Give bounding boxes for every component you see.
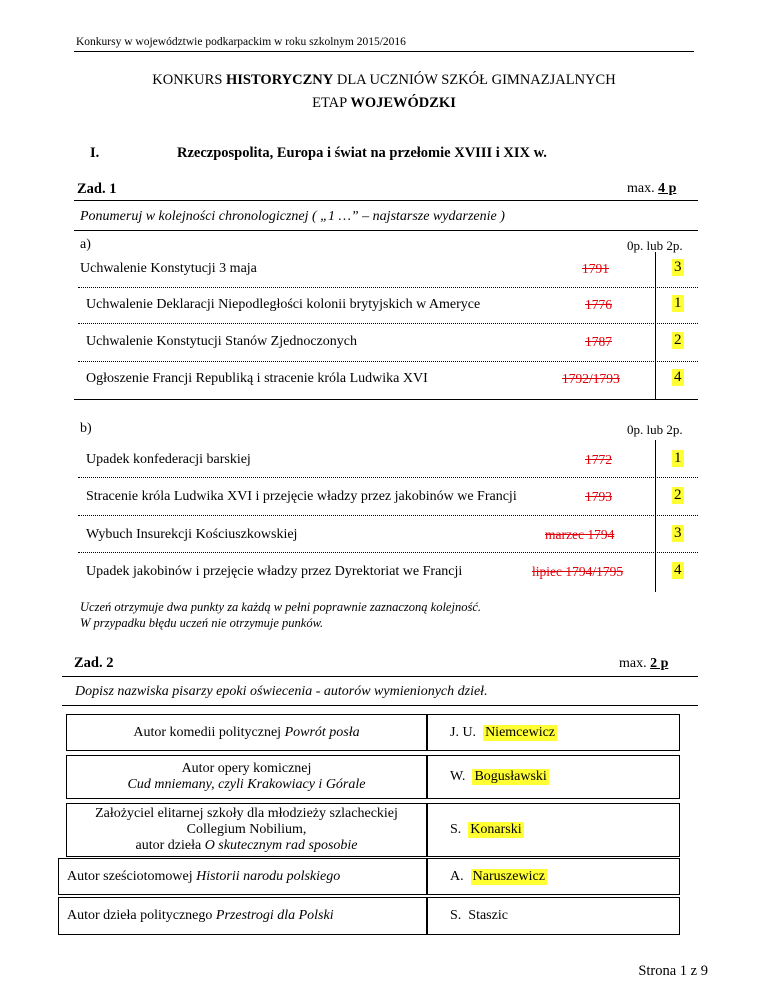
task1-instruction-rule: [74, 230, 698, 231]
a-row-4-order: 4: [674, 369, 682, 385]
t2-row-5-desc: Autor dzieła politycznego Przestrogi dla Polski: [58, 897, 427, 935]
section-title: Rzeczpospolita, Europa i świat na przełomie XVIII i XIX w.: [177, 145, 547, 161]
task2-instruction-rule: [62, 705, 698, 706]
page-header: Konkursy w województwie podkarpackim w roku szkolnym 2015/2016: [76, 36, 406, 48]
a-row-separator: [78, 323, 698, 324]
scoring-note-2: W przypadku błędu uczeń nie otrzymuje punków.: [80, 616, 324, 630]
b-row-1-event: Upadek konfederacji barskiej: [86, 452, 251, 467]
b-row-separator: [78, 552, 698, 553]
part-a-label: a): [80, 237, 91, 252]
b-row-4-date: lipiec 1794/1795: [532, 564, 624, 579]
a-row-1-event: Uchwalenie Konstytucji 3 maja: [80, 261, 257, 276]
title-line2: ETAP WOJEWÓDZKI: [312, 95, 456, 111]
t2-row-2-desc: Autor opery komicznej Cud mniemany, czyli Krakowiacy i Górale: [66, 755, 427, 799]
task1-rule: [74, 200, 698, 201]
b-row-1-order: 1: [674, 450, 682, 466]
b-row-2-order: 2: [674, 487, 682, 503]
b-row-1-date: 1772: [585, 452, 612, 467]
t2-row-3-desc: Założyciel elitarnej szkoły dla młodzieży szlacheckiej Collegium Nobilium, autor dzieła O skutecznym rad sposobie: [66, 803, 427, 857]
a-row-2-date: 1776: [585, 297, 612, 312]
part-a-bottom-rule: [74, 399, 698, 400]
part-a-scoring: 0p. lub 2p.: [627, 238, 683, 253]
a-row-1-date: 1791: [582, 261, 609, 276]
t2-row-1-desc: Autor komedii politycznej Powrót posła: [66, 714, 427, 751]
task1-max: max. 4 p: [627, 181, 677, 196]
a-row-4-date: 1792/1793: [562, 371, 620, 386]
a-row-4-event: Ogłoszenie Francji Republiką i stracenie króla Ludwika XVI: [86, 371, 428, 386]
t2-row-1-answer: J. U. Niemcewicz: [427, 714, 680, 751]
task1-label: Zad. 1: [77, 181, 117, 197]
part-b-divider: [655, 440, 656, 592]
section-number: I.: [90, 145, 100, 161]
a-row-2-event: Uchwalenie Deklaracji Niepodległości kolonii brytyjskich w Ameryce: [86, 297, 481, 312]
b-row-2-event: Stracenie króla Ludwika XVI i przejęcie władzy przez jakobinów we Francji: [86, 489, 517, 504]
a-row-1-order: 3: [674, 259, 682, 275]
b-row-separator: [78, 477, 698, 478]
b-row-4-order: 4: [674, 562, 682, 578]
t2-row-2-answer: W. Bogusławski: [427, 755, 680, 799]
task2-instruction: Dopisz nazwiska pisarzy epoki oświecenia - autorów wymienionych dzieł.: [75, 684, 488, 699]
b-row-separator: [78, 515, 698, 516]
b-row-3-date: marzec 1794: [545, 527, 615, 542]
task1-instruction: Ponumeruj w kolejności chronologicznej ( „1 …” – najstarsze wydarzenie ): [80, 209, 505, 224]
a-row-3-date: 1787: [585, 334, 612, 349]
t2-row-4-desc: Autor sześciotomowej Historii narodu polskiego: [58, 858, 427, 895]
task2-rule: [62, 676, 698, 677]
b-row-3-event: Wybuch Insurekcji Kościuszkowskiej: [86, 527, 298, 542]
a-row-3-event: Uchwalenie Konstytucji Stanów Zjednoczonych: [86, 334, 357, 349]
part-b-scoring: 0p. lub 2p.: [627, 422, 683, 437]
b-row-4-event: Upadek jakobinów i przejęcie władzy przez Dyrektoriat we Francji: [86, 564, 463, 579]
header-rule: [74, 51, 694, 52]
part-a-divider: [655, 252, 656, 400]
task2-max: max. 2 p: [619, 656, 669, 671]
page-footer: Strona 1 z 9: [638, 963, 708, 979]
b-row-2-date: 1793: [585, 489, 612, 504]
a-row-separator: [78, 287, 698, 288]
part-b-label: b): [80, 421, 92, 436]
title-line1: KONKURS HISTORYCZNY DLA UCZNIÓW SZKÓŁ GIMNAZJALNYCH: [152, 72, 616, 88]
task2-label: Zad. 2: [74, 655, 114, 671]
b-row-3-order: 3: [674, 525, 682, 541]
t2-row-4-answer: A. Naruszewicz: [427, 858, 680, 895]
a-row-3-order: 2: [674, 332, 682, 348]
scoring-note-1: Uczeń otrzymuje dwa punkty za każdą w pełni poprawnie zaznaczoną kolejność.: [80, 600, 481, 614]
t2-row-3-answer: S. Konarski: [427, 803, 680, 857]
a-row-2-order: 1: [674, 295, 682, 311]
t2-row-5-answer: S. Staszic: [427, 897, 680, 935]
a-row-separator: [78, 361, 698, 362]
